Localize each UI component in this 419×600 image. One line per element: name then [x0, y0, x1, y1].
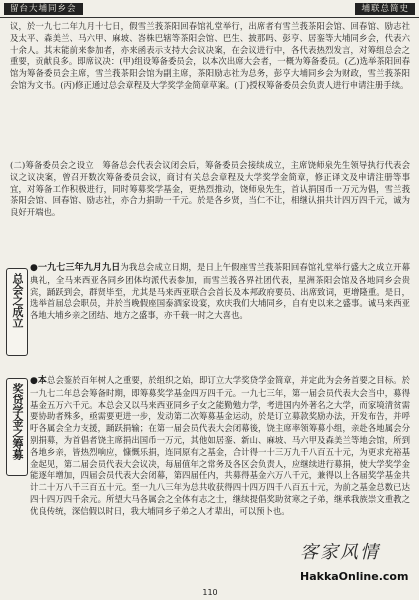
section2-paragraph: (二)筹备委员会之设立 筹备总会代表会议闭会后，筹备委员会接续成立，主席饶师泉先生领导执行代表会议之议决案，曾召开数次筹备委员会议，商讨有关总会章程及大学奖学金简章，修正译文及申请注册等事宜，对筹备工作积极进行，同时筹募奖学基金，更热烈推动，饶师泉先生，首认捐国币一万元为倡，雪兰莪茶阳会馆、回春馆、励志社，亦合力捐助一千元。於是各乡贤，当仁不让，相继认捐共计四万四千元，诚为良好开端也。 [10, 160, 410, 218]
section1-paragraph: 议，於一九七二年九月十七日，假雪兰莪茶阳回春馆礼堂举行，出席者有雪兰莪茶阳会馆、回春馆、励志社及太平、森美兰、马六甲、麻坡、峇株巴辖等茶阳会馆、巴生、披那吗、彭亨、居銮等大埔同乡会，代表六十余人。其末能前来参加者，亦来函表示支持大会议决案，在会议进行中，各代表热烈发言，对筹组总会之重要，贡献良多。即席议决：(甲)组设筹备委员会，以本次出席大会者，一概为筹备委员。(乙)选举茶阳回春馆为筹备委员会主席，雪兰莪茶阳会馆为副主席，茶阳励志社为总务，彭亨大埔同乡会为财政，雪兰莪茶阳会馆为文书。(丙)修正通过总会章程及大学奖学金简章草案。(丁)授权筹备委员会负责人进行申请注册手续。 [10, 21, 410, 90]
watermark-url: HakkaOnline.com [300, 570, 409, 583]
section-tab-founding [6, 268, 28, 356]
header-right-title: 埔联总简史 [355, 3, 415, 15]
page-header [0, 0, 419, 18]
section-tab-label: 总会之成立 [11, 273, 24, 328]
section3-paragraph [30, 262, 410, 370]
page-number: 110 [202, 588, 218, 597]
section4-text: 总会鉴於百年树人之重要，於组织之始，即订立大学奖贷学金简章，并定此为会务首要之目标。於一九七二年总会筹备时期，即筹募奖学基金四万四千元。一九七三年，第一届会员代表大会当中，募得基金五万六千元。本总会又以马来西亚同乡子女之能勤勉力学，考进国内外著名之大学，而家境清贫需要协助者殊多，亟需要更进一步，发动第二次筹募基金运动，於是订立募款奖励办法，开发布告，并呼吁各属会全力支援，踊跃捐输；在第一届会员代表大会闭幕後，饶主席率领筹募小组，亲赴各地属会分别捐募，为首倡者饶主席捐出国币一万元，其他如居銮、新山、麻坡、马六甲及森美兰等地会馆，所到各地乡亲，皆热烈响应，慷慨乐捐，连同原有之基金，合计得一十三万九千八百五十元，为更求充裕基金起见，第二届会员代表大会议决，每届值年之常务及各区会负责人，应继续进行募捐，使大学奖学金能逐年增加，四届会员代表大会闭幕，第四届任内，共募得基金六万八千元，兼得以上各届奖学基金共计二十万八千三百五十元。至一九八三年为总共收获得四十四万四千八百五十元，为前之基金总数已达四十四万四千余元。所望大马各属会之全体有志之士，继续提倡奖助贫寒之子弟，继承我族崇文重教之优良传统，深信假以时日，我大埔同乡子弟之人才辈出，可以预卜也。 [30, 375, 410, 516]
watermark-signature: 客家风情 [300, 542, 380, 563]
header-rule [0, 17, 419, 18]
header-left-title: 留台大埔同乡会 [4, 3, 83, 15]
section-tab-label: 奖贷学金之筹募 [11, 383, 24, 460]
section4-lead: ●本 [30, 376, 47, 386]
section3-text: 为我总会成立日期，是日上午假座雪兰莪茶阳回春馆礼堂举行盛大之成立开幕典礼，全马来西亚各同乡团体均派代表参加，而雪兰莪各界社团代表，星洲茶阳会馆及各地同乡会贵宾，踊跃到会，群贤毕至，尤其是马来西亚联合会首长及本邦政府要员、出席致词，更增隆重。是日，选举首届总会职员，并於当晚假座国泰酒家设宴，欢庆我们大埔同乡，自有史以来之盛事。诚马来西亚各地大埔乡亲之团结、地方之盛事，亦千载一时之大喜也。 [30, 262, 410, 321]
section-tab-scholarship [6, 378, 28, 476]
section3-lead: ●一九七三年九月九日 [30, 263, 121, 273]
